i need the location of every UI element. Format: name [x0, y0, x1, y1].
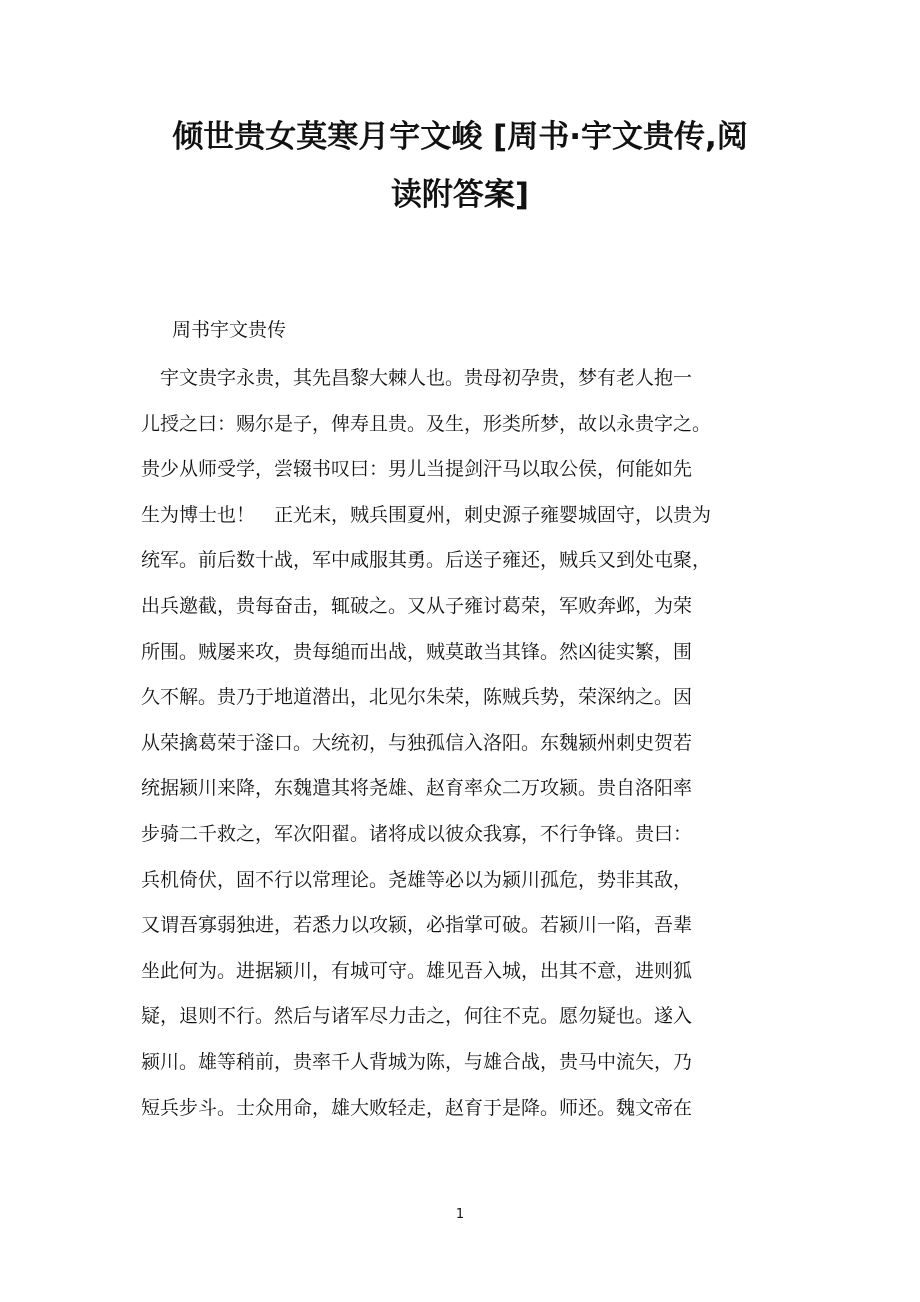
section-heading: 周书宇文贵传 — [172, 319, 287, 341]
body-line: 统据颍川来降，东魏遣其将尧雄、赵育率众二万攻颍。贵自洛阳率 — [141, 777, 693, 800]
document-title — [130, 108, 790, 224]
body-line: 宇文贵字永贵，其先昌黎大棘人也。贵母初孕贵，梦有老人抱一 — [160, 367, 693, 389]
document-title-line-1: 倾世贵女莫寒月宇文峻 [周书·宇文贵传,阅 — [172, 119, 748, 155]
body-line: 坐此何为。进据颍川，有城可守。雄见吾入城，出其不意，进则狐 — [141, 959, 693, 982]
body-line: 短兵步斗。士众用命，雄大败轻走，赵育于是降。师还。魏文帝在 — [141, 1096, 693, 1119]
body-line: 颍川。雄等稍前，贵率千人背城为陈，与雄合战，贵马中流矢，乃 — [141, 1050, 693, 1073]
body-line: 贵少从师受学，尝辍书叹曰：男儿当提剑汗马以取公侯，何能如先 — [141, 458, 693, 481]
body-line: 出兵邀截，贵每奋击，辄破之。又从子雍讨葛荣，军败奔邺，为荣 — [141, 594, 693, 617]
body-line: 疑，退则不行。然后与诸军尽力击之，何往不克。愿勿疑也。遂入 — [141, 1005, 693, 1028]
body-paragraph — [141, 356, 791, 1131]
document-title-line-2: 读附答案] — [390, 177, 530, 213]
body-line: 又谓吾寡弱独进，若悉力以攻颍，必指掌可破。若颍川一陷，吾辈 — [141, 914, 693, 937]
body-line: 久不解。贵乃于地道潜出，北见尔朱荣，陈贼兵势，荣深纳之。因 — [141, 686, 693, 709]
body-line: 步骑二千救之，军次阳翟。诸将成以彼众我寡，不行争锋。贵曰： — [141, 822, 693, 845]
page-number: 1 — [455, 1207, 465, 1222]
body-line: 从荣擒葛荣于滏口。大统初，与独孤信入洛阳。东魏颍州刺史贺若 — [141, 731, 693, 754]
body-line: 统军。前后数十战，军中咸服其勇。后送子雍还，贼兵又到处屯聚， — [141, 549, 712, 572]
body-line: 兵机倚伏，固不行以常理论。尧雄等必以为颍川孤危，势非其敌， — [141, 868, 693, 891]
body-line: 儿授之曰：赐尔是子，俾寿且贵。及生，形类所梦，故以永贵字之。 — [141, 412, 712, 435]
body-line: 生为博士也！ 正光末，贼兵围夏州，刺史源子雍婴城固守，以贵为 — [141, 503, 712, 526]
body-line: 所围。贼屡来攻，贵每缒而出战，贼莫敢当其锋。然凶徒实繁，围 — [141, 640, 693, 663]
